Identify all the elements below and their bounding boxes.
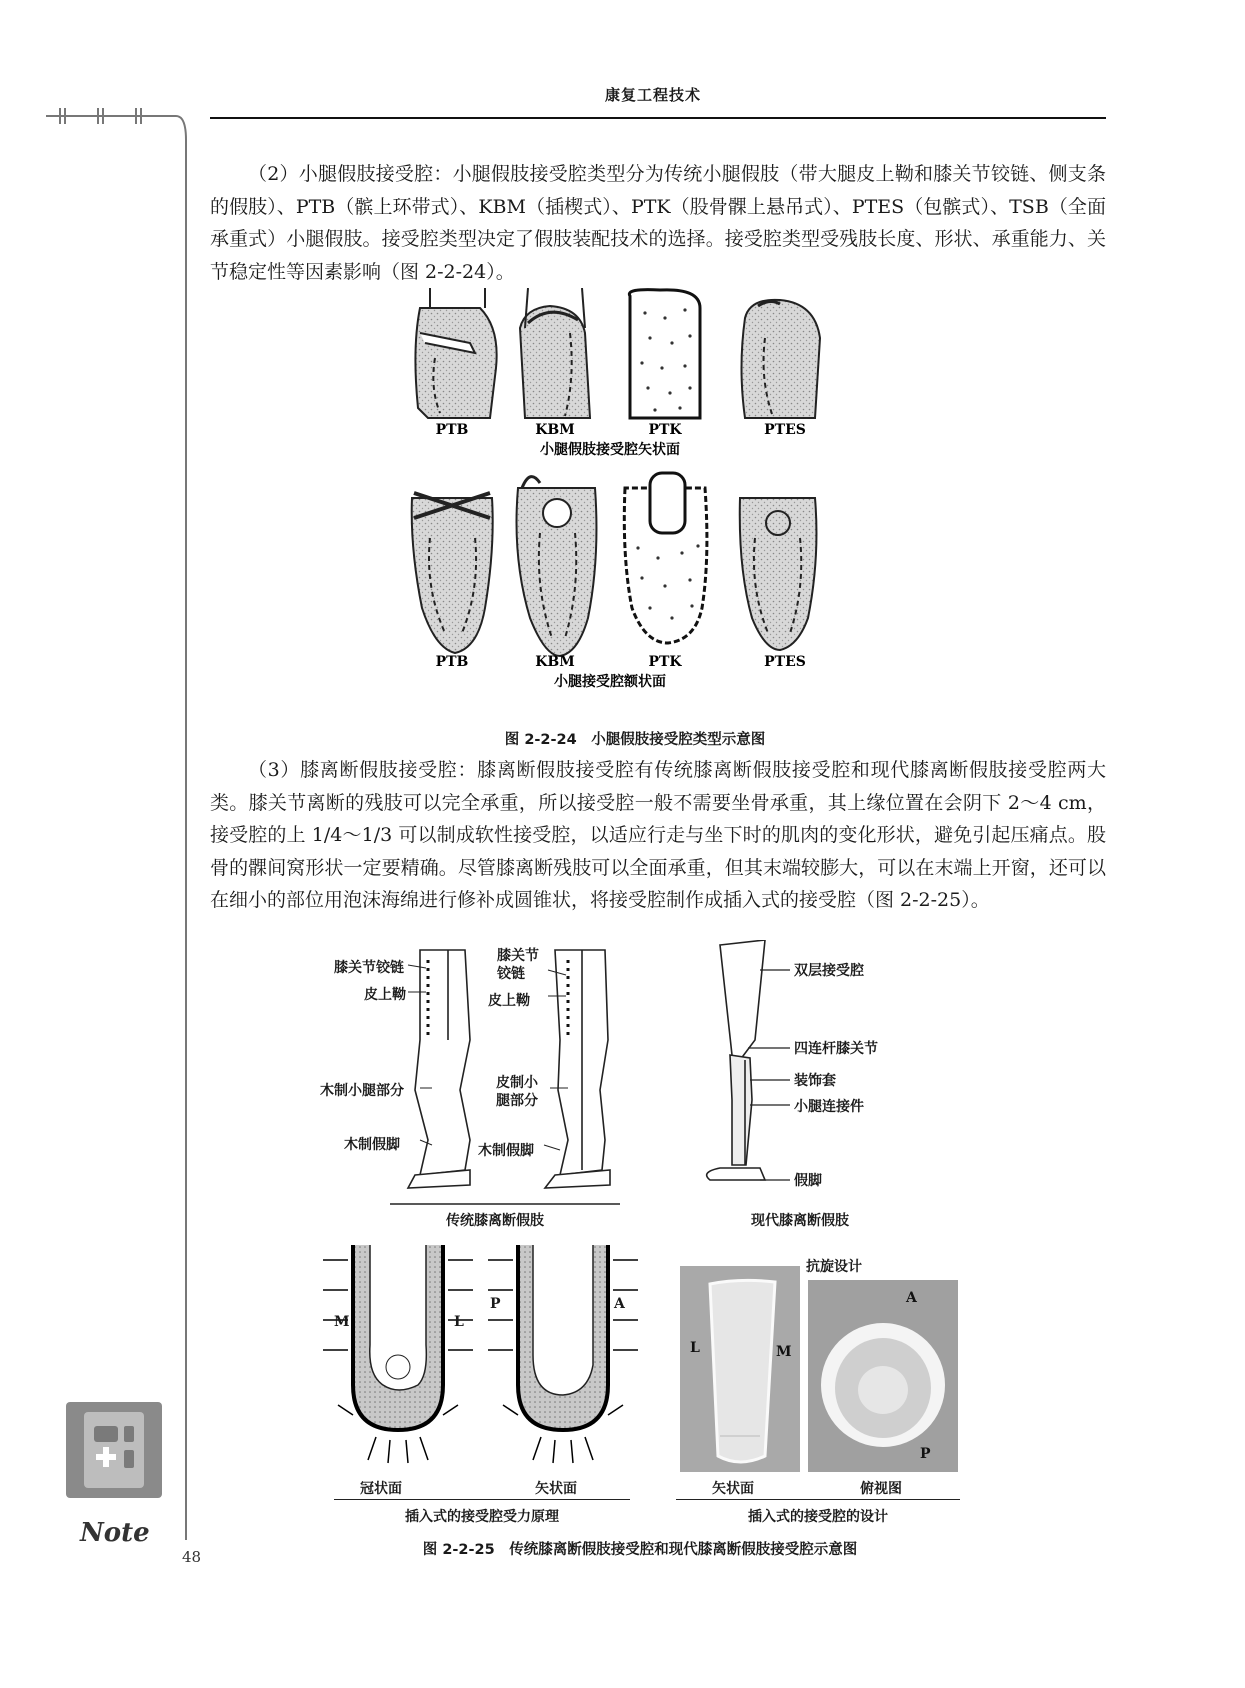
label-hinge-1: 膝关节铰链 (334, 960, 404, 976)
design-label-antirot: 抗旋设计 (806, 1259, 862, 1275)
force-principle-diagram (318, 1245, 648, 1475)
ptes-frontal (740, 498, 817, 650)
design-subtitle: 插入式的接受腔的设计 (748, 1509, 888, 1525)
label-connector: 小腿连接件 (794, 1099, 864, 1115)
ptk-frontal (624, 473, 707, 643)
traditional-subtitle: 传统膝离断假肢 (446, 1213, 544, 1229)
force-subtitle-rule (334, 1499, 630, 1500)
design-label-m: M (776, 1344, 792, 1360)
row2-label-ptk: PTK (648, 654, 682, 670)
paragraph-2: （3）膝离断假肢接受腔：膝离断假肢接受腔有传统膝离断假肢接受腔和现代膝离断假肢接受腔两大类。膝关节离断的残肢可以完全承重，所以接受腔一般不需要坐骨承重，其上缘位置在会阴下 2～4 cm，接受腔的上 1/4～1/3 可以制成软性接受腔，以适应行走与坐下时的肌肉的变化形状，避免引起压痛点。股骨的髁间窝形状一定要精确。尽管膝离断残肢可以全面承重，但其末端较膨大，可以在末端上开窗，还可以在细小的部位用泡沫海绵进行修补成圆锥状，将接受腔制作成插入式的接受腔（图 2-2-25）。 (210, 759, 1106, 912)
figure-1-caption: 图 2-2-24 小腿假肢接受腔类型示意图 (504, 732, 766, 748)
modern-leg (707, 940, 765, 1180)
design-label-a: A (906, 1290, 917, 1306)
force-subtitle: 插入式的接受腔受力原理 (405, 1509, 559, 1525)
design-sagittal-label: 矢状面 (712, 1481, 754, 1497)
running-header: 康复工程技术 (604, 86, 701, 104)
row2-label-kbm: KBM (535, 654, 575, 670)
design-photo-top (808, 1280, 958, 1472)
label-foot-modern: 假脚 (794, 1173, 822, 1189)
row1-label-kbm: KBM (535, 422, 575, 438)
label-shank-2a: 皮制小 (496, 1075, 538, 1091)
force-label-l: L (454, 1314, 464, 1330)
row1-label-ptes: PTES (764, 422, 806, 438)
ptb-sagittal (415, 288, 496, 418)
kbm-sagittal (520, 288, 590, 418)
row1-subtitle: 小腿假肢接受腔矢状面 (540, 442, 680, 458)
label-socket: 双层接受腔 (794, 963, 864, 979)
design-photo-sagittal (680, 1266, 800, 1472)
modern-subtitle: 现代膝离断假肢 (751, 1213, 849, 1229)
design-label-l: L (690, 1340, 700, 1356)
design-subtitle-rule (676, 1499, 960, 1500)
label-cuff-2: 皮上靿 (488, 993, 530, 1009)
figure-2-caption: 图 2-2-25 传统膝离断假肢接受腔和现代膝离断假肢接受腔示意图 (422, 1542, 858, 1558)
note-badge-icon (66, 1402, 162, 1498)
force-coronal-label: 冠状面 (360, 1481, 402, 1497)
force-label-a: A (614, 1296, 625, 1312)
traditional-leg-2 (545, 950, 610, 1188)
label-shank-1: 木制小腿部分 (320, 1083, 404, 1099)
row2-subtitle: 小腿接受腔额状面 (554, 674, 666, 690)
label-hinge-2a: 膝关节 (497, 948, 539, 964)
force-label-p: P (490, 1296, 501, 1312)
design-top-label: 俯视图 (860, 1481, 902, 1497)
margin-decoration (46, 100, 196, 1560)
kbm-frontal (517, 477, 597, 656)
label-shank-2b: 腿部分 (496, 1093, 538, 1109)
figure-2-2-24 (400, 288, 870, 748)
label-hinge-2b: 铰链 (497, 966, 525, 982)
label-cuff-1: 皮上靿 (364, 987, 406, 1003)
ptes-sagittal (742, 300, 821, 418)
row1-label-ptb: PTB (435, 422, 469, 438)
traditional-leg-1 (408, 950, 470, 1188)
label-foot-1: 木制假脚 (344, 1137, 400, 1153)
label-foot-2: 木制假脚 (478, 1143, 534, 1159)
note-label: Note (80, 1518, 150, 1548)
row2-label-ptb: PTB (435, 654, 469, 670)
design-label-p: P (920, 1446, 931, 1462)
page-number: 48 (182, 1548, 202, 1566)
figure-2-2-25-legs (320, 940, 940, 1210)
ptk-sagittal (629, 290, 700, 418)
header-rule (210, 117, 1106, 119)
force-sagittal-label: 矢状面 (535, 1481, 577, 1497)
label-knee: 四连杆膝关节 (794, 1041, 878, 1057)
row1-label-ptk: PTK (648, 422, 682, 438)
row2-label-ptes: PTES (764, 654, 806, 670)
paragraph-1: （2）小腿假肢接受腔：小腿假肢接受腔类型分为传统小腿假肢（带大腿皮上靿和膝关节铰链、侧支条的假肢）、PTB（髌上环带式）、KBM（插楔式）、PTK（股骨髁上悬吊式）、PTES（包髌式）、TSB（全面承重式）小腿假肢。接受腔类型决定了假肢装配技术的选择。接受腔类型受残肢长度、形状、承重能力、关节稳定性等因素影响（图 2-2-24）。 (210, 163, 1106, 283)
label-cover: 装饰套 (794, 1073, 836, 1089)
ptb-frontal (412, 493, 493, 653)
force-label-m: M (334, 1314, 350, 1330)
